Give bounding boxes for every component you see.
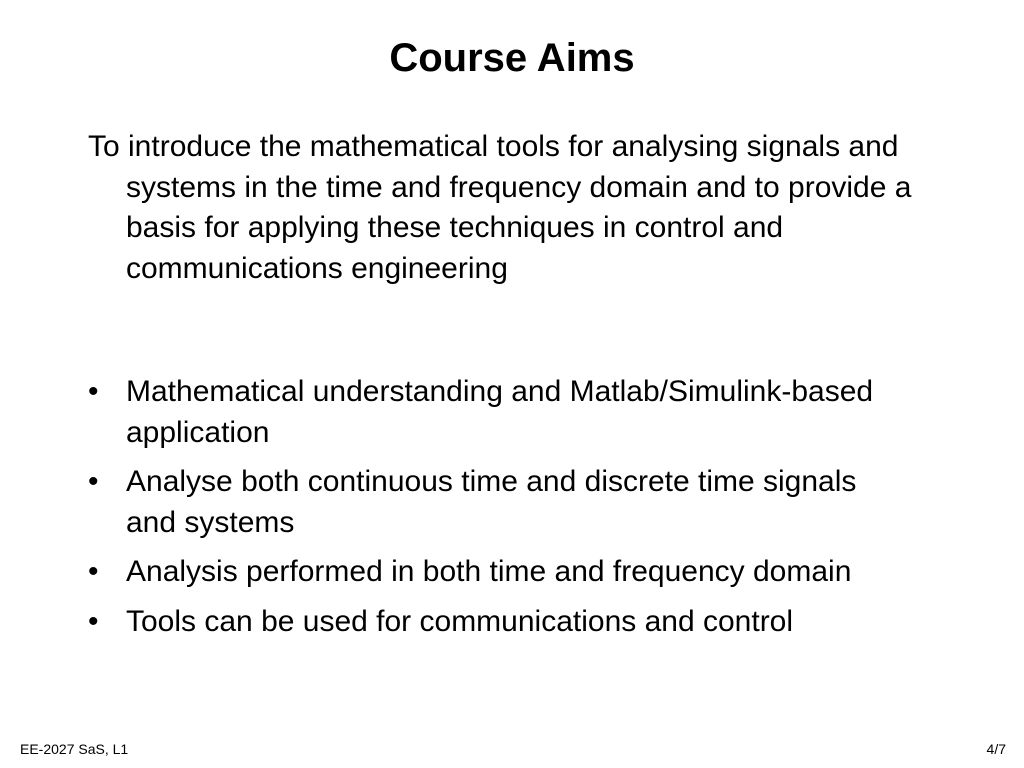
bullet-text: Tools can be used for communications and control xyxy=(126,604,794,638)
bullet-marker: • xyxy=(88,604,99,638)
bullet-item xyxy=(88,462,888,543)
bullet-marker: • xyxy=(88,375,99,408)
bullet-marker: • xyxy=(88,555,99,588)
bullet-list xyxy=(88,372,888,651)
intro-paragraph: To introduce the mathematical tools for analysing signals and systems in the time and frequency domain and to provide a basis for applying these techniques in control and communications engineering xyxy=(88,130,912,285)
slide-title: Course Aims xyxy=(389,36,635,80)
bullet-item xyxy=(88,602,888,643)
footer-course-label: EE-2027 SaS, L1 xyxy=(20,741,129,757)
bullet-marker: • xyxy=(88,465,99,498)
bullet-item xyxy=(88,372,888,453)
bullet-text: Analysis performed in both time and frequency domain xyxy=(126,555,852,588)
bullet-text: Mathematical understanding and Matlab/Simulink-based application xyxy=(126,375,874,449)
bullet-item xyxy=(88,552,888,593)
page-number: 4/7 xyxy=(986,741,1006,757)
bullet-text: Analyse both continuous time and discrete time signals and systems xyxy=(126,465,857,539)
